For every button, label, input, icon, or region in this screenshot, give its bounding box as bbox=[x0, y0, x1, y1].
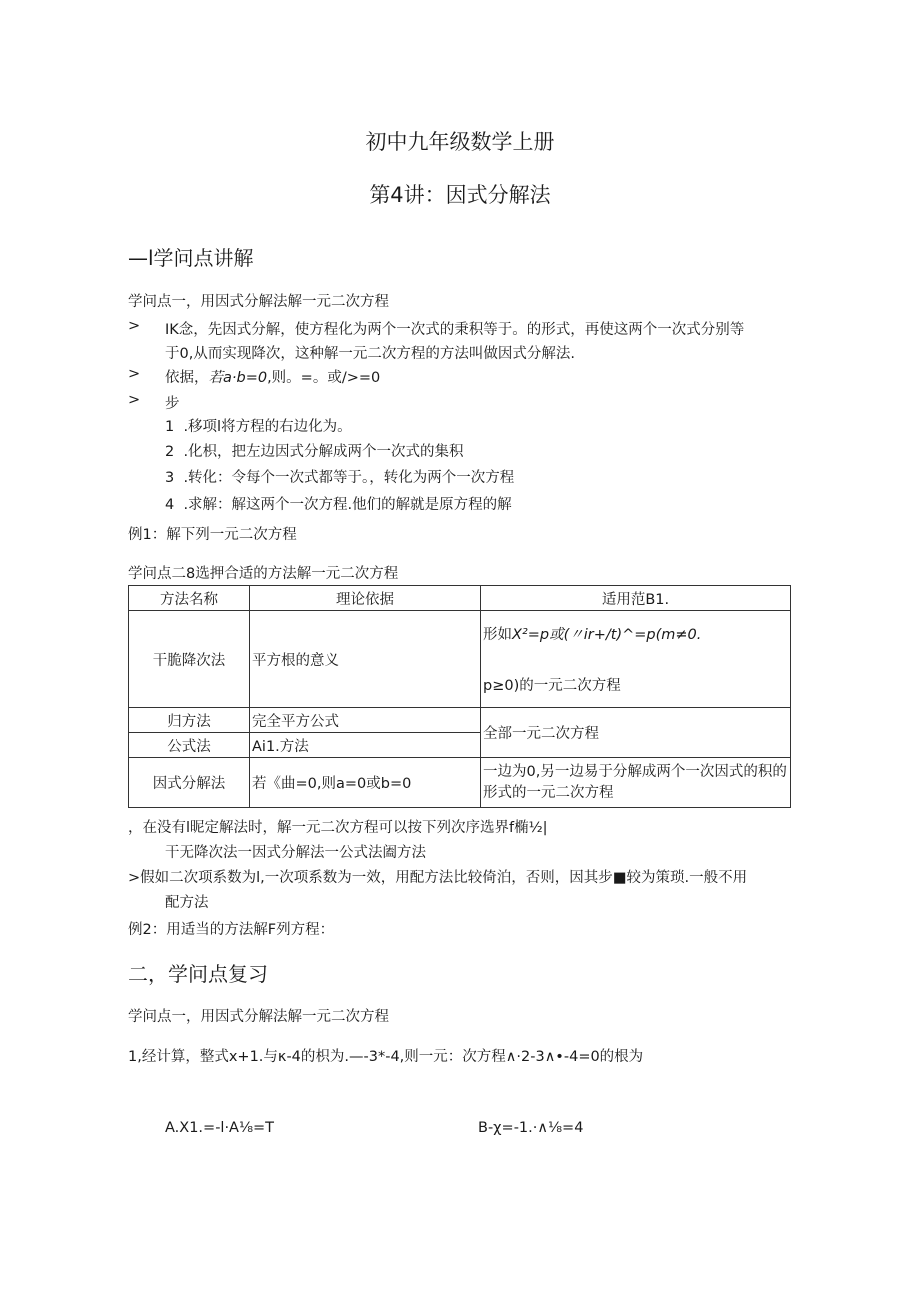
lecture-title: 第4讲：因式分解法 bbox=[369, 183, 551, 207]
theory-basis-cell: 平方根的意义 bbox=[250, 611, 481, 708]
note-line-1: ，在没有l昵定解法时，解一元二次方程可以按下列次序选界f椭½| bbox=[128, 820, 548, 836]
step-number: 2 bbox=[165, 444, 175, 460]
example-1: 例1：解下列一元二次方程 bbox=[128, 527, 297, 543]
review-point1-title: 学问点一，用因式分解法解一元二次方程 bbox=[128, 1009, 389, 1025]
step-number: 1 bbox=[165, 419, 175, 435]
concept-line-1: IK念，先因式分解，使方程化为两个一次式的秉积等于。的形式，再使这两个一次式分别等 bbox=[165, 322, 745, 338]
bullet-marker: > bbox=[128, 318, 141, 334]
scope-cell: 一边为0,另一边易于分解成两个一次因式的积的形式的一元二次方程 bbox=[481, 758, 791, 808]
scope-formula: X²=p或(〃ir+/t)^=p(m≠0. bbox=[512, 627, 702, 643]
scope-prefix: 形如 bbox=[483, 627, 512, 643]
scope-cell-merged: 全部一元二次方程 bbox=[481, 708, 791, 758]
theory-basis-cell: 完全平方公式 bbox=[250, 708, 481, 733]
method-name-cell: 归方法 bbox=[129, 708, 250, 733]
section-heading-review: 二，学问点复习 bbox=[128, 962, 268, 986]
table-row bbox=[129, 758, 791, 808]
step-number: 3 bbox=[165, 470, 175, 486]
step-item bbox=[165, 466, 514, 487]
theory-basis-cell: 若《曲=0,则a=0或b=0 bbox=[250, 758, 481, 808]
scope-line-2: p≥0)的一元二次方程 bbox=[483, 678, 621, 694]
table-row bbox=[129, 611, 791, 708]
header-theory-basis: 理论依据 bbox=[250, 586, 481, 611]
step-text: .转化：令每个一次式都等于。，转化为两个一次方程 bbox=[183, 470, 515, 486]
table-row bbox=[129, 708, 791, 733]
step-item bbox=[165, 493, 512, 514]
bullet-marker: > bbox=[128, 366, 141, 382]
note-line-4: 配方法 bbox=[165, 895, 209, 911]
step-item bbox=[165, 440, 464, 461]
methods-table bbox=[128, 585, 791, 808]
option-a: A.X1.=-l·A⅛=T bbox=[165, 1120, 275, 1136]
note-line-2: 干无降次法一因式分解法一公式法阖方法 bbox=[165, 845, 426, 861]
document-title: 初中九年级数学上册 bbox=[365, 130, 555, 154]
method-name-cell: 因式分解法 bbox=[129, 758, 250, 808]
basis-suffix: ,则。=。或/>=0 bbox=[267, 370, 381, 386]
step-text: .化枳，把左边因式分解成两个一次式的集积 bbox=[183, 444, 464, 460]
basis-formula: 若a·b=0 bbox=[208, 370, 268, 386]
basis-line bbox=[165, 366, 380, 387]
section-heading-explanation: —l学问点讲解 bbox=[128, 246, 254, 270]
steps-label: 步 bbox=[165, 396, 180, 412]
scope-cell bbox=[481, 611, 791, 708]
header-method-name: 方法名称 bbox=[129, 586, 250, 611]
example-2: 例2：用适当的方法解F列方程： bbox=[128, 922, 335, 938]
theory-basis-cell: Ai1.方法 bbox=[250, 733, 481, 758]
table-header-row bbox=[129, 586, 791, 611]
question-1: 1,经计算，整式x+1.与κ-4的枳为.—-3*-4,则一元：次方程∧·2-3∧•-4=0的根为 bbox=[128, 1049, 644, 1065]
step-text: .求解：解这两个一次方程.他们的解就是原方程的解 bbox=[183, 497, 512, 513]
point2-title: 学问点二8选押合适的方法解一元二次方程 bbox=[128, 566, 399, 582]
concept-line-2: 于0,从而实现降次，这种解一元二次方程的方法叫做因式分解法. bbox=[165, 346, 575, 362]
point1-title: 学问点一，用因式分解法解一元二次方程 bbox=[128, 294, 389, 310]
step-text: .移项l将方程的右边化为。 bbox=[183, 419, 352, 435]
method-name-cell: 干脆降次法 bbox=[129, 611, 250, 708]
method-name-cell: 公式法 bbox=[129, 733, 250, 758]
note-line-3: >假如二次项系数为l,一次项系数为一效，用配方法比较倚泊，否则，因其步■较为策琐.一般不用 bbox=[128, 870, 748, 886]
option-b: B-χ=-1.·∧⅛=4 bbox=[478, 1120, 584, 1136]
header-scope: 适用范B1. bbox=[481, 586, 791, 611]
step-item bbox=[165, 415, 352, 436]
step-number: 4 bbox=[165, 497, 175, 513]
bullet-marker: > bbox=[128, 392, 141, 408]
basis-prefix: 依据， bbox=[165, 370, 209, 386]
